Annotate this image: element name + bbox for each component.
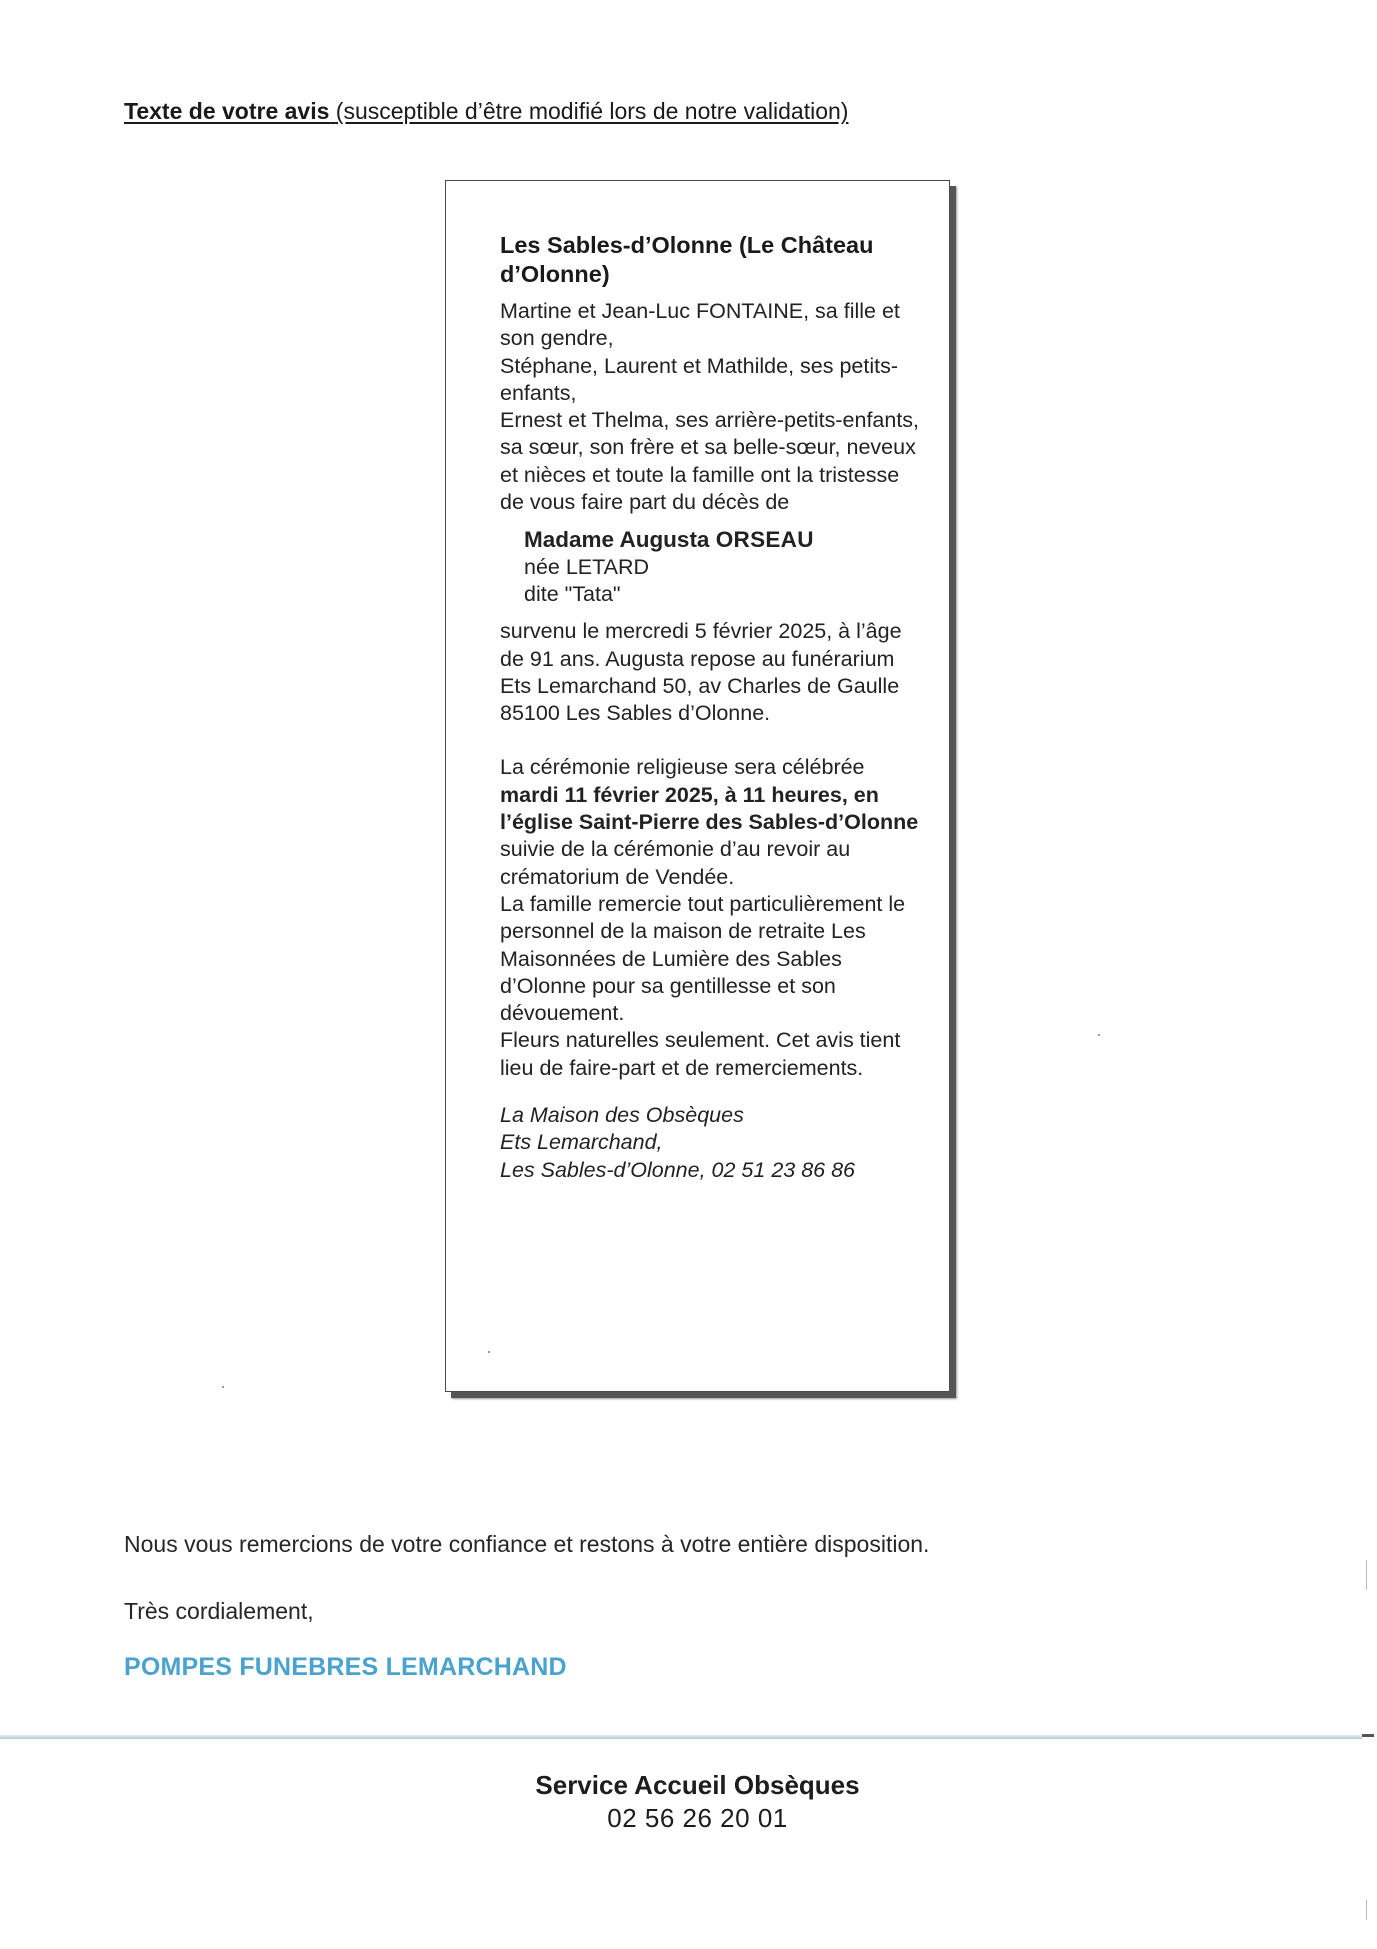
paragraph-gap xyxy=(500,727,920,754)
family-line-4: sa sœur, son frère et sa belle-sœur, neveux et nièces et toute la famille ont la tristesse de vous faire part du décès de xyxy=(500,435,916,515)
notice-location-title: Les Sables-d’Olonne (Le Château d’Olonne) xyxy=(500,232,874,287)
signature-line-3: Les Sables-d’Olonne, 02 51 23 86 86 xyxy=(500,1157,856,1182)
scan-edge-mark xyxy=(1366,1900,1367,1920)
ceremony-paragraph xyxy=(500,754,920,890)
flowers-note: Fleurs naturelles seulement. Cet avis tient lieu de faire-part et de remerciements. xyxy=(500,1028,901,1080)
deceased-name-prefix: Madame Augusta xyxy=(524,527,710,553)
footer-divider xyxy=(0,1735,1362,1739)
ceremony-date-place: mardi 11 février 2025, à 11 heures, en l’église Saint-Pierre des Sables-d’Olonne xyxy=(500,782,919,835)
closing-sentence: Nous vous remercions de votre confiance et restons à votre entière disposition. xyxy=(124,1531,930,1557)
deceased-nickname: dite "Tata" xyxy=(524,581,621,606)
family-line-3: Ernest et Thelma, ses arrière-petits-enfants, xyxy=(500,408,920,433)
signature-line-1: La Maison des Obsèques xyxy=(500,1103,744,1128)
obituary-notice-box xyxy=(445,180,950,1392)
company-name: POMPES FUNEBRES LEMARCHAND xyxy=(124,1653,567,1681)
family-line-1: Martine et Jean-Luc FONTAINE, sa fille et son gendre, xyxy=(500,299,900,351)
scan-edge-mark xyxy=(1366,1560,1367,1590)
scan-speck xyxy=(222,1386,224,1388)
service-phone: 02 56 26 20 01 xyxy=(607,1803,788,1833)
deceased-name xyxy=(524,526,920,553)
deceased-maiden-name: née LETARD xyxy=(524,554,650,579)
greeting: Très cordialement, xyxy=(124,1598,314,1624)
divider-end-mark xyxy=(1362,1734,1374,1737)
ceremony-intro: La cérémonie religieuse sera célébrée xyxy=(500,755,865,780)
funeral-home-signature xyxy=(500,1102,920,1184)
obituary-notice-content xyxy=(500,231,920,1184)
notice-header-note: (susceptible d’être modifié lors de notre validation) xyxy=(335,98,849,124)
family-line-2: Stéphane, Laurent et Mathilde, ses petits-enfants, xyxy=(500,353,898,405)
scan-speck xyxy=(1098,1034,1100,1036)
scan-speck xyxy=(488,1351,490,1353)
notice-header xyxy=(124,98,848,125)
ceremony-continuation: suivie de la cérémonie d’au revoir au crématorium de Vendée. xyxy=(500,837,851,889)
deceased-surname: ORSEAU xyxy=(715,527,814,553)
signature-line-2: Ets Lemarchand, xyxy=(500,1130,663,1155)
notice-header-label: Texte de votre avis xyxy=(124,98,330,124)
family-thanks: La famille remercie tout particulièrement le personnel de la maison de retraite Les Maisonnées de Lumière des Sables d’Olonne pour sa gentillesse et son dévouement. xyxy=(500,891,906,1026)
death-details: survenu le mercredi 5 février 2025, à l’âge de 91 ans. Augusta repose au funérarium Ets Lemarchand 50, av Charles de Gaulle 85100 Les Sables d’Olonne. xyxy=(500,619,902,726)
service-title: Service Accueil Obsèques xyxy=(535,1770,860,1800)
deceased-block xyxy=(524,526,920,608)
